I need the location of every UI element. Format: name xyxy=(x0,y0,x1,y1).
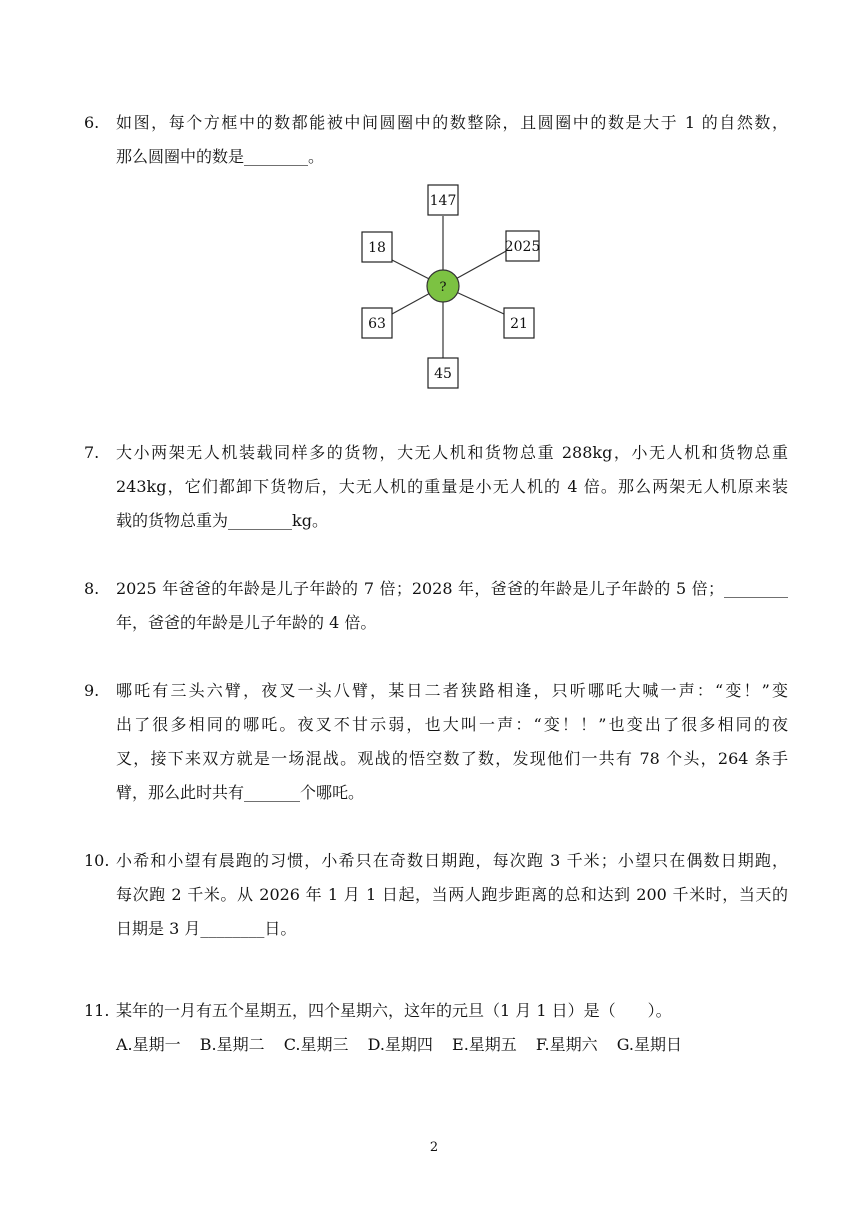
question-text-line: 哪吒有三头六臂，夜叉一头八臂，某日二者狭路相逢，只听哪吒大喊一声：“变！”变 xyxy=(116,681,788,700)
question-text-line: 小希和小望有晨跑的习惯，小希只在奇数日期跑，每次跑 3 千米；小望只在偶数日期跑， xyxy=(116,851,788,870)
box-label: 18 xyxy=(368,240,386,256)
question-8 xyxy=(84,572,788,640)
question-text-line: 载的货物总重为________kg。 xyxy=(116,511,328,530)
question-text-line: 日期是 3 月________日。 xyxy=(116,919,297,938)
option-c: C.星期三 xyxy=(283,1035,349,1054)
question-number: 10. xyxy=(84,851,110,870)
question-text-line: 某年的一月有五个星期五，四个星期六，这年的元旦（1 月 1 日）是（ ）。 xyxy=(116,1001,672,1020)
question-text-line: 大小两架无人机装载同样多的货物，大无人机和货物总重 288kg，小无人机和货物总重 xyxy=(116,443,788,462)
box-label: 63 xyxy=(368,316,386,332)
question-number: 11. xyxy=(84,1001,110,1020)
question-text-line: 臂，那么此时共有_______个哪吒。 xyxy=(116,783,365,802)
question-text-line: 叉，接下来双方就是一场混战。观战的悟空数了数，发现他们一共有 78 个头，264 条手 xyxy=(116,749,788,768)
question-10 xyxy=(84,844,788,946)
option-d: D.星期四 xyxy=(367,1035,433,1054)
divisibility-figure xyxy=(356,180,546,390)
answer-options xyxy=(116,1028,788,1062)
question-9 xyxy=(84,674,788,810)
question-text-line: 那么圆圈中的数是________。 xyxy=(116,147,325,166)
question-number: 7. xyxy=(84,443,100,462)
option-e: E.星期五 xyxy=(452,1035,517,1054)
question-number: 8. xyxy=(84,579,100,598)
option-g: G.星期日 xyxy=(616,1035,682,1054)
box-label: 21 xyxy=(510,316,528,332)
question-6 xyxy=(84,106,788,174)
question-text-line: 如图，每个方框中的数都能被中间圆圈中的数整除，且圆圈中的数是大于 1 的自然数， xyxy=(116,113,788,132)
box-label: 2025 xyxy=(504,239,541,255)
question-number: 6. xyxy=(84,113,100,132)
question-text-line: 243kg，它们都卸下货物后，大无人机的重量是小无人机的 4 倍。那么两架无人机原来装 xyxy=(116,477,788,496)
box-label: 45 xyxy=(434,366,452,382)
option-b: B.星期二 xyxy=(199,1035,265,1054)
question-text-line: 年，爸爸的年龄是儿子年龄的 4 倍。 xyxy=(116,613,377,632)
question-7 xyxy=(84,436,788,538)
center-label: ? xyxy=(439,280,447,295)
box-label: 147 xyxy=(429,193,457,209)
question-11 xyxy=(84,994,788,1062)
question-text-line: 2025 年爸爸的年龄是儿子年龄的 7 倍；2028 年，爸爸的年龄是儿子年龄的 5 倍；________ xyxy=(116,579,788,598)
option-a: A.星期一 xyxy=(116,1035,181,1054)
option-f: F.星期六 xyxy=(535,1035,598,1054)
page-number: 2 xyxy=(429,1140,439,1155)
question-text-line: 每次跑 2 千米。从 2026 年 1 月 1 日起，当两人跑步距离的总和达到 200 千米时，当天的 xyxy=(116,885,788,904)
question-text-line: 出了很多相同的哪吒。夜叉不甘示弱，也大叫一声：“变！！”也变出了很多相同的夜 xyxy=(116,715,788,734)
question-number: 9. xyxy=(84,681,100,700)
